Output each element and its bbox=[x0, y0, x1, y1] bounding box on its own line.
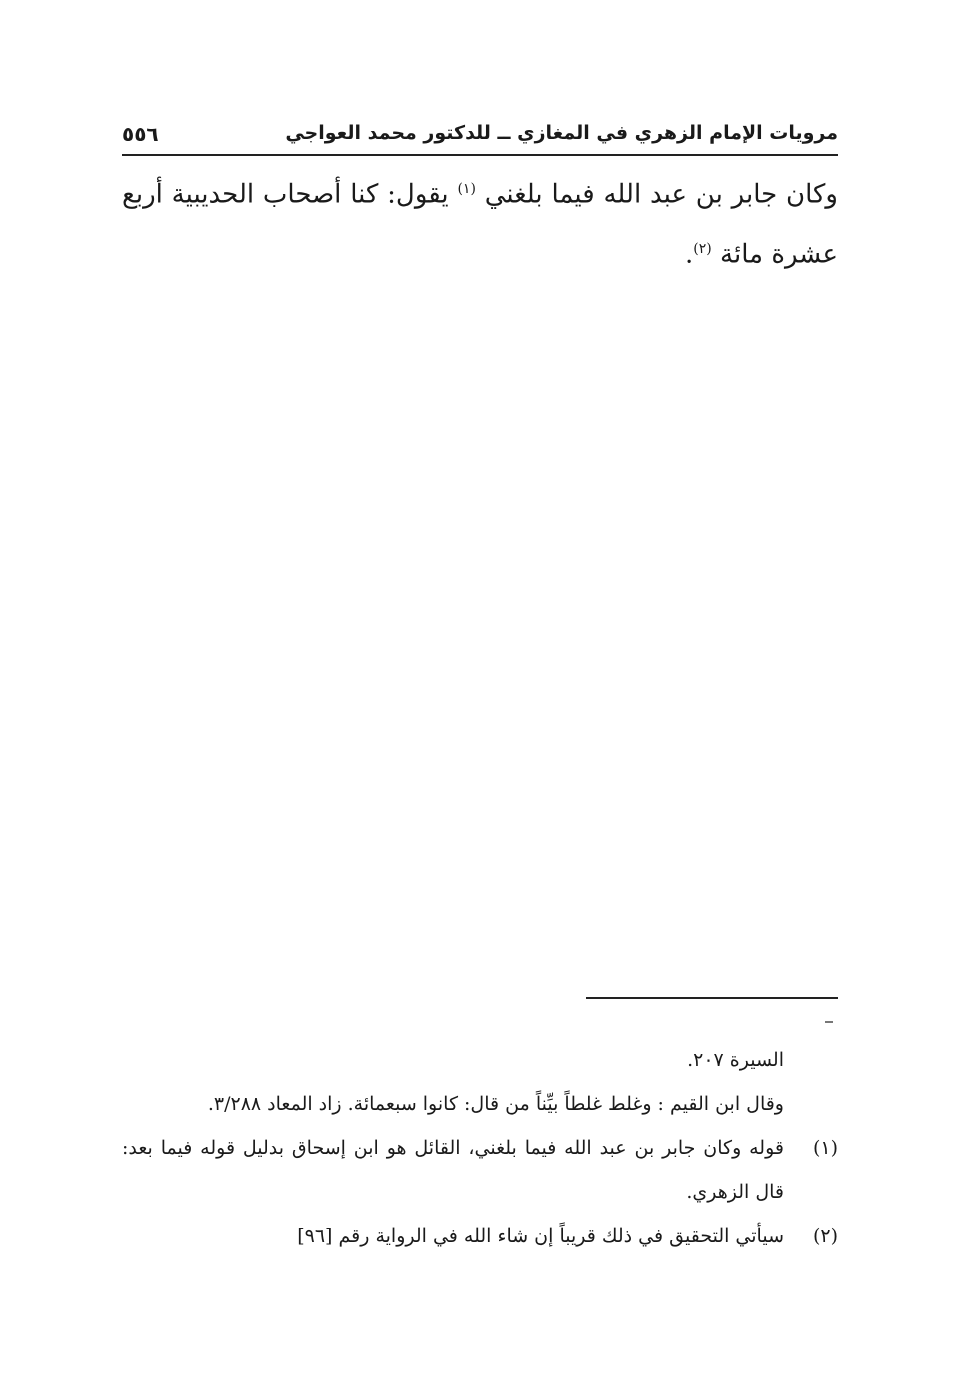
footnote-continuation-quote bbox=[122, 1082, 838, 1126]
main-text-part1: وكان جابر بن عبد الله فيما بلغني bbox=[484, 179, 838, 210]
main-text-end: . bbox=[685, 239, 694, 270]
footnote-text: السيرة ٢٠٧. bbox=[687, 1049, 784, 1071]
page-number: ٥٥٦ bbox=[122, 122, 159, 146]
footnote-ref-1[interactable]: (١) bbox=[457, 181, 476, 197]
footnote-text: وقال ابن القيم : وغلط غلطاً بيِّناً من قال: كانوا سبعمائة. زاد المعاد ٣/٢٨٨. bbox=[207, 1093, 784, 1115]
footnote-continuation-source bbox=[122, 1038, 838, 1082]
footnote-ref-2[interactable]: (٢) bbox=[693, 240, 712, 257]
main-paragraph bbox=[122, 162, 838, 281]
running-header bbox=[122, 118, 838, 154]
print-speck bbox=[825, 1021, 833, 1023]
main-text-part2: يقول: كنا أصحاب الحديبية أربع عشرة مائة bbox=[122, 179, 838, 270]
footnote-mark: (٢) bbox=[812, 1225, 838, 1247]
footnotes bbox=[122, 1038, 838, 1258]
header-rule bbox=[122, 154, 838, 156]
footnote-text: قوله وكان جابر بن عبد الله فيما بلغني، القائل هو ابن إسحاق بدليل قوله فيما بعد: قال الزهري. bbox=[122, 1137, 784, 1203]
footnote-separator bbox=[586, 997, 838, 999]
footnote-1 bbox=[122, 1126, 838, 1214]
footnote-mark: (١) bbox=[812, 1137, 838, 1159]
footnote-2 bbox=[122, 1214, 838, 1258]
footnote-text: سيأتي التحقيق في ذلك قريباً إن شاء الله في الرواية رقم [٩٦] bbox=[297, 1225, 784, 1247]
running-title: مرويات الإمام الزهري في المغازي ــ للدكتور محمد العواجي bbox=[285, 122, 838, 144]
